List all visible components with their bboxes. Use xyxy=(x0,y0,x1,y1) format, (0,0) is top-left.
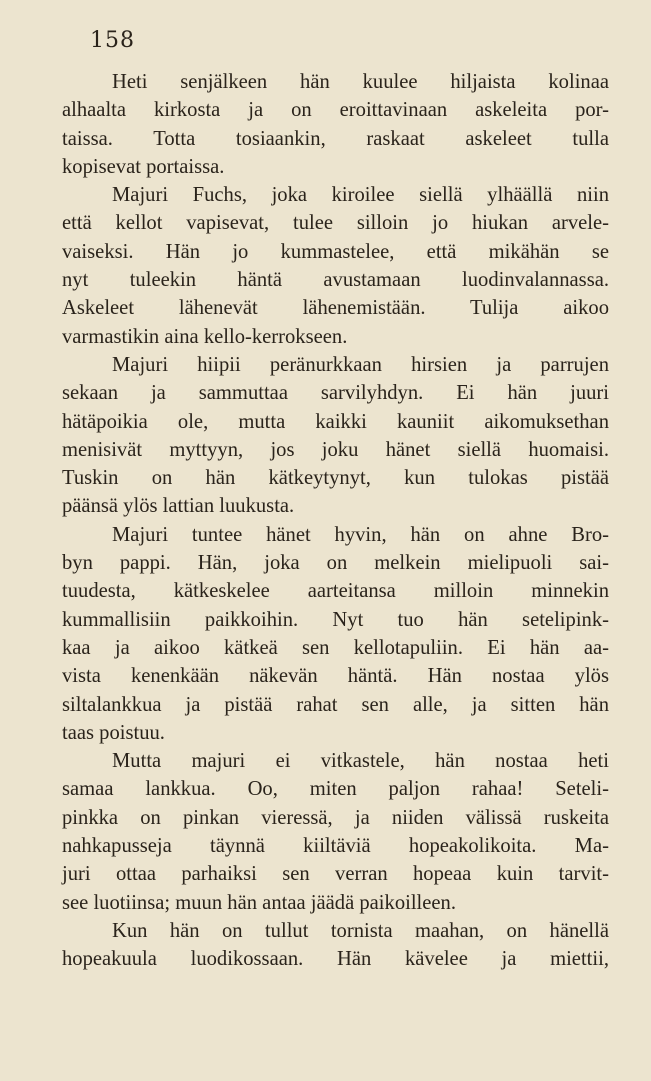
text-line: byn pappi. Hän, joka on melkein mielipuoli sai- xyxy=(62,552,609,575)
text-line: että kellot vapisevat, tulee silloin jo hiukan arvele- xyxy=(62,212,609,235)
text-line: hätäpoikia ole, mutta kaikki kauniit aikomuksethan xyxy=(62,410,609,433)
text-line: Tuskin on hän kätkeytynyt, kun tulokas pistää xyxy=(62,467,609,490)
text-line: see luotiinsa; muun hän antaa jäädä paikoilleen. xyxy=(62,891,457,914)
text-line: pinkka on pinkan vieressä, ja niiden välissä ruskeita xyxy=(62,806,609,829)
text-line: sekaan ja sammuttaa sarvilyhdyn. Ei hän juuri xyxy=(62,382,609,405)
text-line: alhaalta kirkosta ja on eroittavinaan askeleita por- xyxy=(62,99,609,122)
text-line: vaiseksi. Hän jo kummastelee, että mikähän se xyxy=(62,240,609,263)
text-line: Majuri hiipii peränurkkaan hirsien ja parrujen xyxy=(112,353,609,376)
text-line: kaa ja aikoo kätkeä sen kellotapuliin. Ei hän aa- xyxy=(62,636,609,659)
text-line: Heti senjälkeen hän kuulee hiljaista kolinaa xyxy=(112,71,609,93)
text-line: taas poistuu. xyxy=(62,721,165,744)
text-line: Majuri Fuchs, joka kiroilee siellä ylhäällä niin xyxy=(112,184,609,207)
text-line: Kun hän on tullut tornista maahan, on hänellä xyxy=(112,919,609,942)
text-line: samaa lankkua. Oo, miten paljon rahaa! Seteli- xyxy=(62,778,609,801)
text-line: kummallisiin paikkoihin. Nyt tuo hän setelipink- xyxy=(62,608,609,631)
text-line: Majuri tuntee hänet hyvin, hän on ahne Bro- xyxy=(112,523,609,546)
body-text xyxy=(62,68,609,974)
text-line: juri ottaa parhaiksi sen verran hopeaa kuin tarvit- xyxy=(62,863,609,886)
text-line: Askeleet lähenevät lähenemistään. Tulija aikoo xyxy=(62,297,609,320)
text-line: tuudesta, kätkeskelee aarteitansa milloin minnekin xyxy=(62,580,609,603)
text-line: nyt tuleekin häntä avustamaan luodinvalannassa. xyxy=(62,269,609,292)
page-number: 158 xyxy=(90,28,135,53)
text-line: päänsä ylös lattian luukusta. xyxy=(62,495,295,518)
text-line: kopisevat portaissa. xyxy=(62,155,225,178)
text-line: varmastikin aina kello-kerrokseen. xyxy=(62,325,348,348)
text-line: taissa. Totta tosiaankin, raskaat askeleet tulla xyxy=(62,127,609,150)
text-line: nahkapusseja täynnä kiiltäviä hopeakolikoita. Ma- xyxy=(62,835,609,858)
text-line: hopeakuula luodikossaan. Hän kävelee ja miettii, xyxy=(62,948,609,971)
text-line: menisivät myttyyn, jos joku hänet siellä huomaisi. xyxy=(62,438,609,461)
text-line: siltalankkua ja pistää rahat sen alle, ja sitten hän xyxy=(62,693,609,716)
text-line: Mutta majuri ei vitkastele, hän nostaa heti xyxy=(112,750,609,773)
text-line: vista kenenkään näkevän häntä. Hän nostaa ylös xyxy=(62,665,609,688)
